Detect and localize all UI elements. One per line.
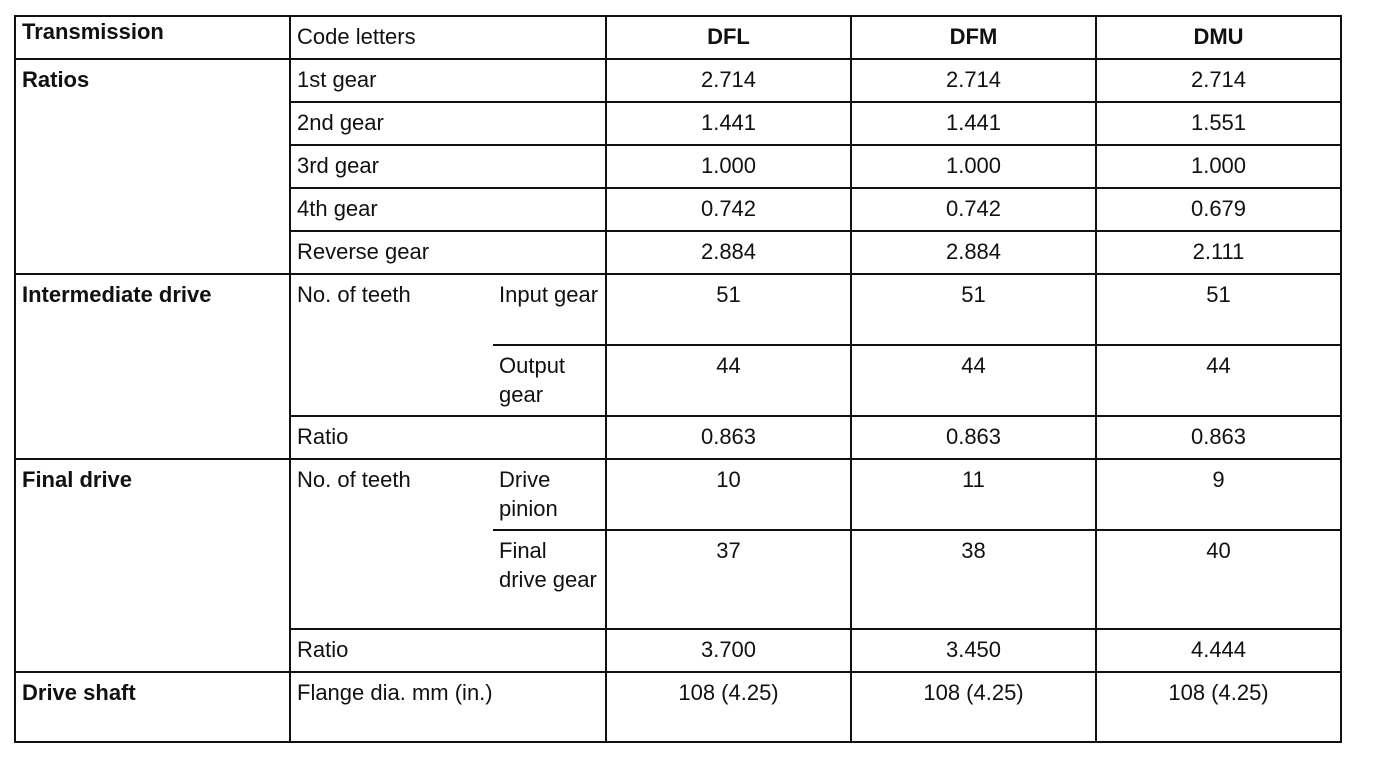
row-label: Reverse gear [290,231,606,274]
value-cell: 44 [1096,345,1341,416]
table-row [15,672,1341,742]
value-cell: 11 [851,459,1096,530]
row-label: 1st gear [290,59,606,102]
row-label: 2nd gear [290,102,606,145]
sub-label: Input gear [493,274,606,345]
value-cell: 2.714 [1096,59,1341,102]
table-row [15,459,1341,530]
value-cell: 44 [606,345,851,416]
value-cell: 2.111 [1096,231,1341,274]
value-cell: 9 [1096,459,1341,530]
table-row [15,59,1341,102]
value-cell: 2.714 [606,59,851,102]
teeth-label: No. of teeth [290,459,493,629]
value-cell: 0.863 [1096,416,1341,459]
value-cell: 1.441 [606,102,851,145]
value-cell: 3.700 [606,629,851,672]
value-cell: 2.884 [851,231,1096,274]
value-cell: 3.450 [851,629,1096,672]
value-cell: 51 [1096,274,1341,345]
value-cell: 1.000 [851,145,1096,188]
category-final-drive: Final drive [15,459,290,672]
header-code-dfm: DFM [851,16,1096,59]
value-cell: 0.742 [851,188,1096,231]
category-ratios: Ratios [15,59,290,274]
value-cell: 1.000 [1096,145,1341,188]
row-label: Ratio [290,629,606,672]
header-code-dfl: DFL [606,16,851,59]
row-label: 4th gear [290,188,606,231]
sub-label: Final drive gear [493,530,606,629]
value-cell: 4.444 [1096,629,1341,672]
value-cell: 0.863 [851,416,1096,459]
value-cell: 40 [1096,530,1341,629]
teeth-label: No. of teeth [290,274,493,416]
value-cell: 37 [606,530,851,629]
category-drive-shaft: Drive shaft [15,672,290,742]
value-cell: 1.000 [606,145,851,188]
value-cell: 0.679 [1096,188,1341,231]
header-row [15,16,1341,59]
sub-label: Drive pinion [493,459,606,530]
value-cell: 1.441 [851,102,1096,145]
header-transmission: Transmission [15,16,290,59]
row-label: Flange dia. mm (in.) [290,672,606,742]
value-cell: 2.714 [851,59,1096,102]
header-code-letters: Code letters [290,16,606,59]
category-intermediate-drive: Intermediate drive [15,274,290,459]
value-cell: 0.863 [606,416,851,459]
transmission-spec-table [14,15,1342,743]
value-cell: 44 [851,345,1096,416]
value-cell: 1.551 [1096,102,1341,145]
value-cell: 108 (4.25) [606,672,851,742]
row-label: Ratio [290,416,606,459]
value-cell: 108 (4.25) [851,672,1096,742]
value-cell: 0.742 [606,188,851,231]
header-code-dmu: DMU [1096,16,1341,59]
value-cell: 10 [606,459,851,530]
value-cell: 51 [606,274,851,345]
row-label: 3rd gear [290,145,606,188]
value-cell: 51 [851,274,1096,345]
value-cell: 2.884 [606,231,851,274]
value-cell: 38 [851,530,1096,629]
value-cell: 108 (4.25) [1096,672,1341,742]
table-row [15,274,1341,345]
sub-label: Output gear [493,345,606,416]
